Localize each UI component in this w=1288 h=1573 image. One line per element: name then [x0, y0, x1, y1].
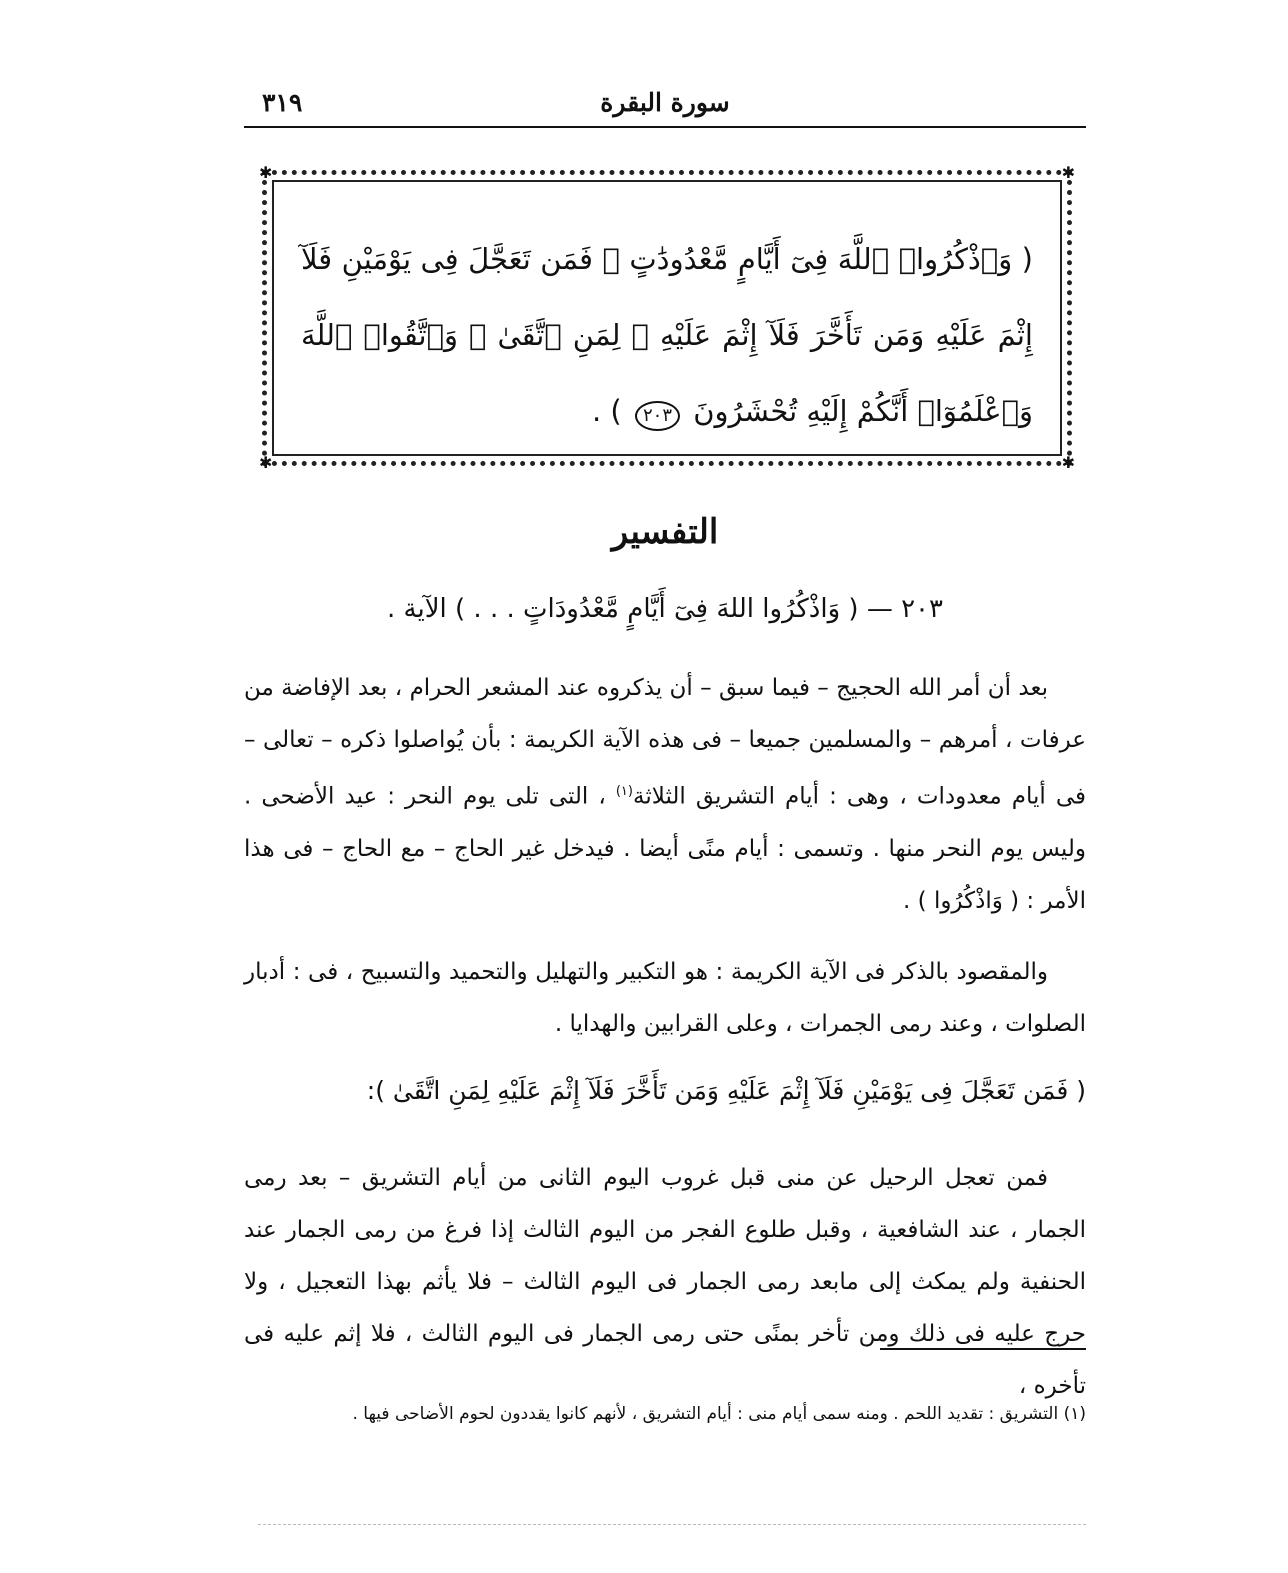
frame-ornament-icon: ✱	[1061, 453, 1075, 472]
paragraph-text: بعد أن أمر الله الحجيج – فيما سبق – أن يذكروه عند المشعر الحرام ، بعد الإفاضة من عرفات ، أمرهم – والمسلمين جميعا – فى هذه الآية الكريمة : بأن يُواصلوا ذكره – تعالى – فى أيام معدودات ، وهى : أيام التشريق الثلاثة	[244, 675, 1087, 810]
paragraph	[244, 1152, 1086, 1412]
footnote-marker: (١)	[615, 784, 633, 799]
paragraph	[244, 946, 1086, 1050]
footnote: (١) التشريق : تقديد اللحم . ومنه سمى أيام منى : أيام التشريق ، لأنهم كانوا يقددون لحوم الأضاحى فيها .	[352, 1404, 1086, 1424]
verse-closing: ) .	[592, 394, 622, 428]
paragraph-text: فمن تعجل الرحيل عن منى قبل غروب اليوم الثانى من أيام التشريق – بعد رمى الجمار ، عند الشافعية ، وقبل طلوع الفجر من اليوم الثالث إذا فرغ من رمى الجمار عند الحنفية ولم يمكث إلى مابعد رمى الجمار فى اليوم الثالث – فلا يأثم بهذا التعجيل ، ولا حرج عليه فى ذلك ومن تأخر بمنًى حتى رمى الجمار فى اليوم الثالث ، فلا إثم عليه فى تأخره ،	[244, 1165, 1086, 1399]
paragraph-text: ، التى تلى يوم النحر : عيد الأضحى . وليس يوم النحر منها . وتسمى : أيام منًى أيضا . فيدخل غير الحاج – مع الحاج – فى هذا الأمر : ( وَاذْكُرُوا ) .	[244, 783, 1086, 914]
verse-frame	[259, 163, 1075, 472]
ayah-number: ٢٠٣	[635, 401, 680, 431]
quran-verse	[301, 221, 1033, 449]
frame-ornament-icon: ✱	[259, 163, 273, 182]
verse-text: ( وَٱذْكُرُوا۟ ٱللَّهَ فِىٓ أَيَّامٍ مَّعْدُودَٰتٍ ۚ فَمَن تَعَجَّلَ فِى يَوْمَيْنِ فَلَآ إِثْمَ عَلَيْهِ وَمَن تَأَخَّرَ فَلَآ إِثْمَ عَلَيْهِ ۚ لِمَنِ ٱتَّقَىٰ ۗ وَٱتَّقُوا۟ ٱللَّهَ وَٱعْلَمُوٓا۟ أَنَّكُمْ إِلَيْهِ تُحْشَرُونَ	[301, 242, 1033, 428]
paragraph	[244, 662, 1086, 927]
paragraph-text: والمقصود بالذكر فى الآية الكريمة : هو التكبير والتهليل والتحميد والتسبيح ، فى : أدبار الصلوات ، وعند رمى الجمرات ، وعلى القرابين والهدايا .	[244, 959, 1086, 1037]
frame-ornament-icon: ✱	[259, 453, 273, 472]
quoted-verse: ( فَمَن تَعَجَّلَ فِى يَوْمَيْنِ فَلَآ إِثْمَ عَلَيْهِ وَمَن تَأَخَّرَ فَلَآ إِثْمَ عَلَيْهِ لِمَنِ اتَّقَىٰ ):	[366, 1076, 1086, 1105]
verse-reference: ٢٠٣ — ( وَاذْكُرُوا اللهَ فِىٓ أَيَّامٍ مَّعْدُودَاتٍ . . . ) الآية .	[386, 594, 943, 624]
frame-ornament-icon: ✱	[1061, 163, 1075, 182]
page-number: ٣١٩	[262, 88, 303, 117]
scan-edge	[258, 1524, 1086, 1525]
section-heading: التفسير	[611, 512, 719, 552]
running-header	[244, 86, 1086, 128]
footnote-divider	[880, 1348, 1086, 1350]
surah-title: سورة البقرة	[600, 88, 730, 117]
